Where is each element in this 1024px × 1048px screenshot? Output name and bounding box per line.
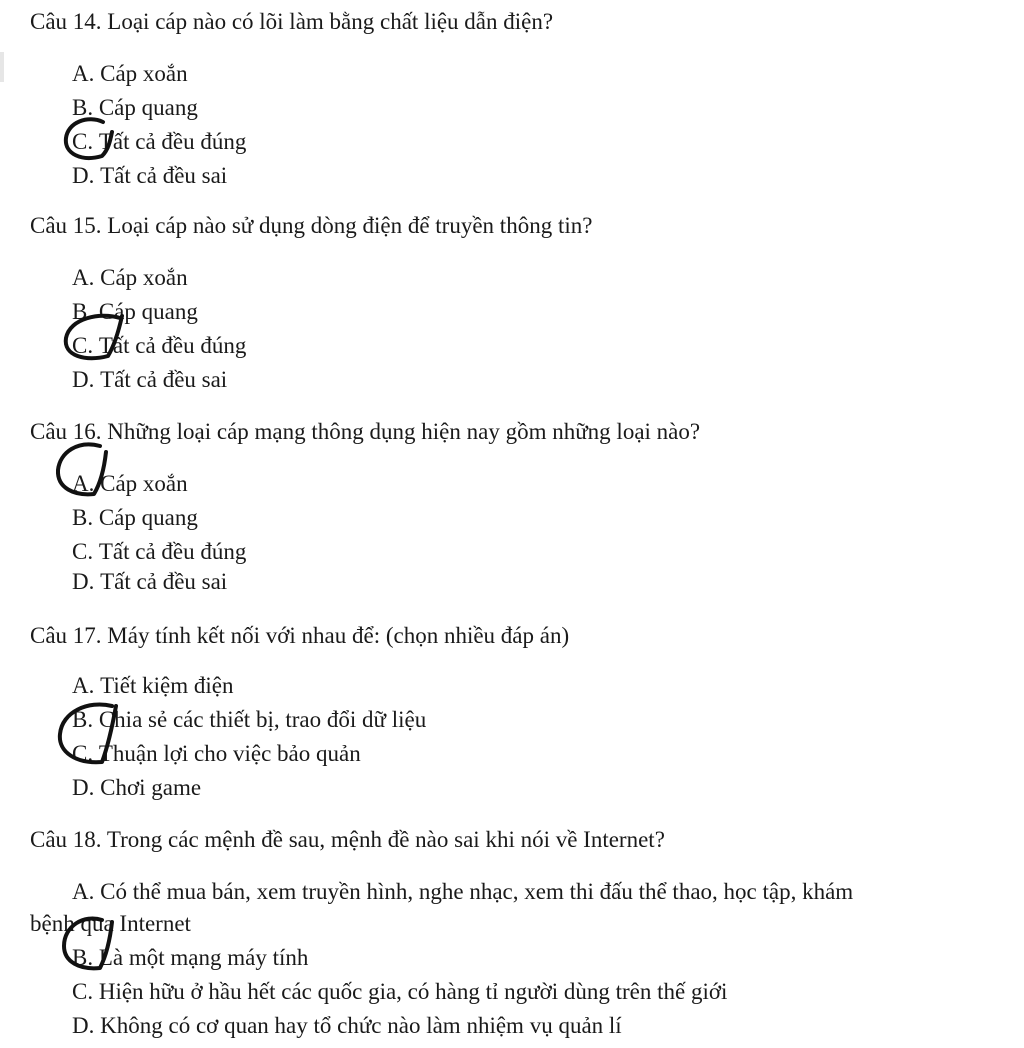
question-16-option-d[interactable]: [72, 568, 227, 596]
question-18-option-a[interactable]: [72, 878, 853, 906]
option-text: Chia sẻ các thiết bị, trao đổi dữ liệu: [98, 707, 427, 732]
question-15-option-a[interactable]: [72, 264, 188, 292]
option-text: Có thể mua bán, xem truyền hình, nghe nhạc, xem thi đấu thể thao, học tập, khám: [100, 879, 854, 904]
option-letter: C.: [72, 129, 94, 154]
option-letter: C.: [72, 539, 94, 564]
option-text: Tất cả đều đúng: [98, 333, 247, 358]
option-letter: D.: [72, 569, 95, 594]
option-text: Cáp xoắn: [100, 471, 188, 496]
question-14-option-b[interactable]: [72, 94, 198, 122]
option-letter: A.: [72, 879, 95, 904]
option-letter: B.: [72, 945, 94, 970]
question-17-option-d[interactable]: [72, 774, 201, 802]
option-text: Cáp xoắn: [100, 61, 188, 86]
option-text: Cáp quang: [98, 299, 198, 324]
question-14-option-d[interactable]: [72, 162, 227, 190]
option-letter: B.: [72, 299, 94, 324]
option-letter: C.: [72, 333, 94, 358]
option-letter: D.: [72, 1013, 95, 1038]
question-14-option-a[interactable]: [72, 60, 188, 88]
question-16-title: Câu 16. Những loại cáp mạng thông dụng hiện nay gồm những loại nào?: [30, 419, 701, 444]
question-18-title: Câu 18. Trong các mệnh đề sau, mệnh đề nào sai khi nói về Internet?: [30, 827, 665, 852]
option-text: Hiện hữu ở hầu hết các quốc gia, có hàng tỉ người dùng trên thế giới: [98, 979, 728, 1004]
option-letter: C.: [72, 979, 94, 1004]
option-text: Cáp quang: [98, 95, 198, 120]
option-letter: B.: [72, 95, 94, 120]
question-17-title: Câu 17. Máy tính kết nối với nhau để: (chọn nhiều đáp án): [30, 623, 570, 648]
option-text: Tất cả đều sai: [100, 163, 228, 188]
question-18-option-d[interactable]: [72, 1012, 622, 1040]
question-15-option-b[interactable]: [72, 298, 198, 326]
option-text: Tất cả đều đúng: [98, 129, 247, 154]
option-letter: A.: [72, 673, 95, 698]
option-letter: D.: [72, 775, 95, 800]
question-14-title: Câu 14. Loại cáp nào có lõi làm bằng chất liệu dẫn điện?: [30, 9, 554, 34]
option-text: Không có cơ quan hay tổ chức nào làm nhiệm vụ quản lí: [100, 1013, 622, 1038]
question-18-option-b[interactable]: [72, 944, 308, 972]
option-text: Là một mạng máy tính: [98, 945, 309, 970]
option-letter: D.: [72, 163, 95, 188]
question-16-option-a[interactable]: [72, 470, 188, 498]
question-15-option-d[interactable]: [72, 366, 227, 394]
option-text: Cáp quang: [98, 505, 198, 530]
question-18-option-a-continuation: bệnh qua Internet: [30, 911, 191, 936]
option-text: Tất cả đều sai: [100, 569, 228, 594]
option-letter: A.: [72, 265, 95, 290]
option-letter: D.: [72, 367, 95, 392]
option-letter: A.: [72, 471, 95, 496]
option-text: Tiết kiệm điện: [100, 673, 234, 698]
question-17-option-a[interactable]: [72, 672, 233, 700]
option-text: Cáp xoắn: [100, 265, 188, 290]
scan-edge-mark: [0, 52, 4, 82]
question-15-title: Câu 15. Loại cáp nào sử dụng dòng điện để truyền thông tin?: [30, 213, 593, 238]
option-letter: B.: [72, 505, 94, 530]
option-letter: A.: [72, 61, 95, 86]
question-15-option-c[interactable]: [72, 332, 246, 360]
question-14-option-c[interactable]: [72, 128, 246, 156]
question-16-option-b[interactable]: [72, 504, 198, 532]
option-text: Tất cả đều đúng: [98, 539, 247, 564]
option-text: Tất cả đều sai: [100, 367, 228, 392]
option-letter: B.: [72, 707, 94, 732]
question-17-option-b[interactable]: [72, 706, 426, 734]
option-text: Chơi game: [100, 775, 202, 800]
option-text: Thuận lợi cho việc bảo quản: [98, 741, 361, 766]
question-17-option-c[interactable]: [72, 740, 361, 768]
option-letter: C.: [72, 741, 94, 766]
question-18-option-c[interactable]: [72, 978, 727, 1006]
question-16-option-c[interactable]: [72, 538, 246, 566]
